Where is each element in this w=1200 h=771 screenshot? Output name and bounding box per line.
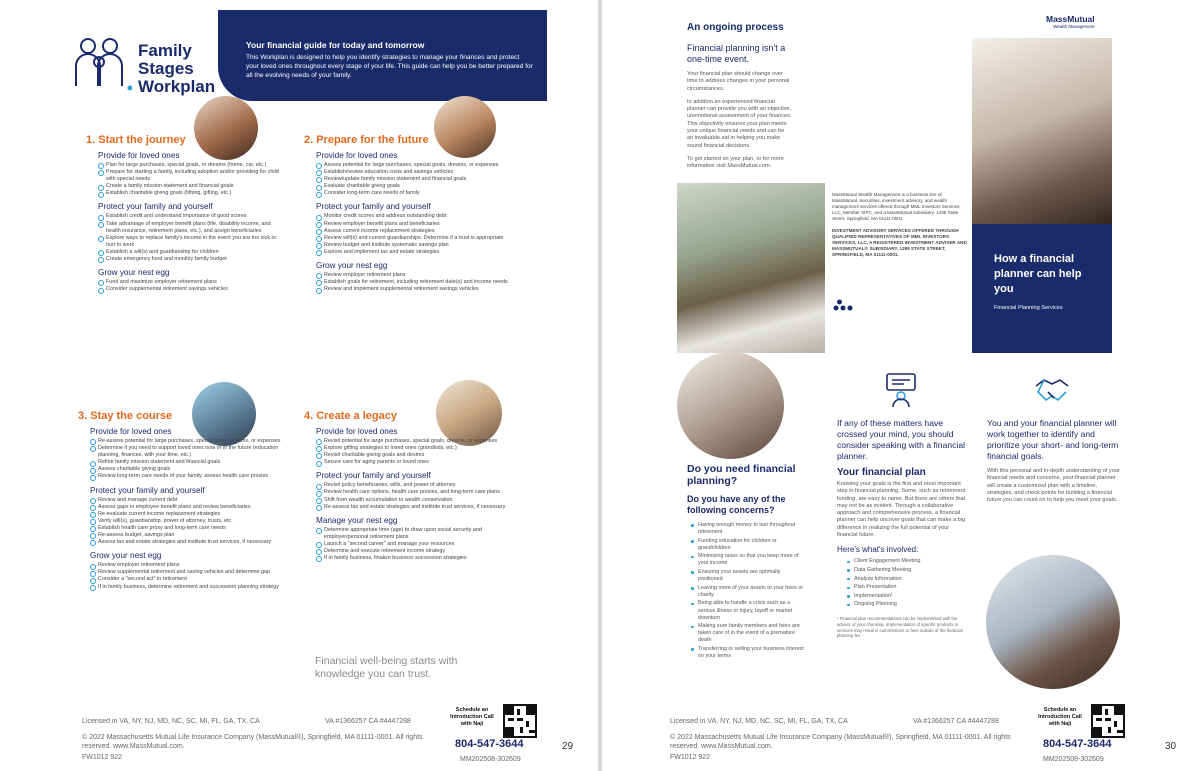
checklist-item[interactable]: Create emergency fund and monthly family budget [98,256,286,263]
checklist-item[interactable]: Explore and implement tax and estate strategies [316,249,514,256]
footer-copyright: © 2022 Massachusetts Mutual Life Insurance Company (MassMutual®), Springfield, MA 01111-0001. All rights reserved. www.MassMutual.com. [82,734,423,750]
checklist-item[interactable]: Refine family mission statement and financial goals [90,459,288,466]
section-title: 1. Start the journey [86,134,186,146]
group-title: Provide for loved ones [316,151,398,160]
checklist-item[interactable]: Revisit charitable giving goals and desires [316,452,516,459]
group-title: Protect your family and yourself [316,202,431,212]
brand-name: MassMutual [1046,14,1095,24]
together-heading: You and your financial planner will work together to identify and prioritize your short- and long-term financial goals. [987,418,1119,461]
left-page [0,0,598,771]
need-heading: Do you need financial planning? [687,463,796,487]
checklist-item[interactable]: Secure care for aging parents or loved ones [316,459,516,466]
checklist-item[interactable]: Assess tax and estate strategies and institute trust services, if necessary [90,539,288,546]
checklist-item[interactable]: Review health care options, health care proxies, and long-term care plans [316,489,516,496]
checklist-item[interactable]: Review long-term care needs of your family, assess health care proxies [90,473,288,480]
footer-form: FW1012 922 [82,754,123,761]
qr-code-icon[interactable] [503,704,537,738]
checklist-item[interactable]: Review budget and institute systematic savings plan [316,242,514,249]
schedule-call-label: Schedule an Introduction Call with Naji [450,707,494,727]
checklist-item[interactable]: Determine if you need to support loved ones now or in the future (education planning, finances, with your time, etc.) [90,445,288,459]
concern-item: Minimizing taxes so that you keep more of your income [691,553,805,567]
checklist [316,438,516,466]
ongoing-paragraph: Your financial plan should change over time to address changes in your personal circumstances. [687,71,790,92]
handshake-icon [1034,376,1072,404]
checklist-item[interactable]: Revisit policy beneficiaries, wills, and power of attorney [316,482,516,489]
section-title: 3. Stay the course [78,410,173,422]
footer-copyright: © 2022 Massachusetts Mutual Life Insurance Company (MassMutual®), Springfield, MA 01111-0001. All rights reserved. www.MassMutual.com. [670,734,1011,750]
checklist-item[interactable]: Review employer retirement plans [316,272,514,279]
checklist [316,213,514,256]
checklist-item[interactable]: Re-assess potential for large purchases, special goals, dreams, or expenses [90,438,288,445]
group-title: Protect your family and yourself [316,471,431,481]
tagline: Financial well-being starts with knowledge you can trust. [315,655,458,680]
footer-license-numbers: VA #1366257 CA #4447288 [913,718,999,725]
ongoing-subheading: Financial planning isn't a one-time event. [687,43,786,64]
checklist-item[interactable]: Take advantage of employer benefit plans (life, disability income, and health insurance, retirement plans, etc.), and assign beneficiaries [98,221,286,235]
matters-section [837,418,971,639]
involved-item: Plan Presentation [847,584,971,591]
checklist-item[interactable]: Establish a will(s) and guardianship for children [98,249,286,256]
footnote: ¹ Financial plan recommendations can be implemented with the advisor of your choosing. Implementation of specific products or services may result in commissions or fees outside of the financial planning fee. [837,616,963,639]
banner-body: This Workplan is designed to help you identify strategies to manage your finances and protect your loved ones throughout every stage of your life. This guide can help you be better prepared for all the evolving needs of your family. [246,54,533,79]
checklist-item[interactable]: Review will(s) and current guardianships. Determine if a trust is appropriate [316,235,514,242]
section-create-legacy [304,410,516,562]
checklist-item[interactable]: Establish goals for retirement, including retirement date(s) and income needs [316,279,514,286]
matters-heading: If any of these matters have crossed your mind, you should consider speaking with a financial planner. [837,418,966,461]
group-title: Provide for loved ones [90,427,172,436]
plan-title: Your financial plan [837,467,926,478]
footer-licensed: Licensed in VA, NY, NJ, MD, NC, SC, MI, FL, GA, TX, CA [670,718,848,725]
ongoing-paragraph: In addition an experienced financial planner can provide you with an objective, unemotional assessment of your finances. This objectivity ensures your plan meets your unique financial needs and can be an invaluable aid in helping you make sound financial decisions. [687,98,792,149]
family-boat-photo [677,183,825,353]
checklist-item[interactable]: Establish credit and understand importance of good scores [98,213,286,220]
group-title: Protect your family and yourself [90,485,205,495]
disclosure-text: MassMutual Wealth Management is a business line of MassMutual. Securities, investment advisory, and wealth management services offered through MML Investors Services, LLC, Member SIPC, and a MassMutual subsidiary. 1295 State Street, Springfield, MA 01111-0001. [832,192,961,221]
cover-title: How a financial planner can help you [994,253,1082,295]
checklist-item[interactable]: Establish/review education costs and savings vehicles [316,169,514,176]
massmutual-logo [1046,14,1095,29]
cover-photo [972,38,1112,224]
checklist-item[interactable]: Review employer retirement plans [90,562,288,569]
phone-number[interactable]: 804-547-3644 [1043,738,1112,750]
group-title: Protect your family and yourself [98,202,213,212]
brand-sub: Wealth Management [1053,24,1095,29]
concerns-list [687,522,805,660]
concern-item: Being able to handle a crisis such as a serious illness or injury, layoff or market downturn [691,600,805,621]
logo-line: Workplan [138,77,216,96]
checklist-item[interactable]: Revisit potential for large purchases, special goals, dreams, or expenses [316,438,516,445]
checklist-item[interactable]: Establish charitable giving goals (tithing, gifting, etc.) [98,190,286,197]
checklist [90,497,288,547]
concern-item: Funding education for children or grandchildren [691,538,805,552]
checklist-item[interactable]: If in family business, determine retirement and succession planning strategy [90,584,288,591]
group-title: Grow your nest egg [98,268,170,278]
checklist-item[interactable]: Establish health care proxy and long-term care needs [90,525,288,532]
ongoing-process [687,22,792,171]
cover-subtitle: Financial Planning Services [994,305,1063,311]
checklist-item[interactable]: Explore gifting strategies to loved ones (grandkids, etc.) [316,445,516,452]
together-body: With this personal and in-depth understanding of your financial needs and concerns, your financial planner will create a customized plan with a timeline, strategies, and check points for building a financial future you can count on to help you meet your goals. [987,468,1120,504]
checklist-item[interactable]: Monitor credit scores and address outstanding debt [316,213,514,220]
checklist-item[interactable]: Review and manage current debt [90,497,288,504]
checklist-item[interactable]: Prepare for starting a family, including adoption and/or providing for child with special needs [98,169,286,183]
qr-code-icon[interactable] [1091,704,1125,738]
banner-heading: Your financial guide for today and tomorrow [246,40,425,50]
section-prepare-future [304,134,514,293]
concern-item: Ensuring your assets are optimally positioned [691,569,805,583]
checklist-item[interactable]: Evaluate charitable giving goals [316,183,514,190]
phone-number[interactable]: 804-547-3644 [455,738,524,750]
page-number: 29 [562,741,574,752]
checklist-item[interactable]: Plan for large purchases, special goals, or dreams (home, car, etc.) [98,162,286,169]
checklist-item[interactable]: Review and implement supplemental retirement savings vehicles [316,286,514,293]
ongoing-paragraph: To get started on your plan, or for more information visit MassMutual.com. [687,155,784,170]
together-section [987,418,1122,504]
footer-form: FW1012 922 [670,754,711,761]
checklist-item[interactable]: Review/update family mission statement and financial goals [316,176,514,183]
group-title: Provide for loved ones [316,427,398,436]
checklist-item[interactable]: Assess charitable giving goals [90,466,288,473]
involved-item: Analyze Information [847,576,971,583]
page-number: 30 [1165,741,1177,752]
dots-logo-icon [832,298,854,312]
section-title: 2. Prepare for the future [304,134,429,146]
involved-item: Ongoing Planning [847,601,971,608]
section-stay-course [78,410,288,591]
checklist-item[interactable]: Shift from wealth accumulation to wealth conservation [316,497,516,504]
involved-item: Implementation¹ [847,593,971,600]
concern-item: Having enough money to last throughout retirement [691,522,805,536]
checklist [316,162,514,197]
checklist-item[interactable]: Consider supplemental retirement savings vehicles [98,286,286,293]
checklist [90,438,288,481]
footer-code: MM202508-302609 [460,756,521,763]
checklist-item[interactable]: Explore ways to replace family's income in the event you are too sick or hurt to work [98,235,286,249]
cover-panel [972,224,1112,353]
checklist-item[interactable]: Review supplemental retirement and saving vehicles and determine gap [90,569,288,576]
need-subheading: Do you have any of the following concerns? [687,494,786,515]
checklist-item[interactable]: Re-evaluate current income replacement strategies [90,511,288,518]
schedule-call-label: Schedule an Introduction Call with Naji [1038,707,1082,727]
mother-child-photo [677,352,784,459]
involved-item: Data Gathering Meeting [847,567,971,574]
checklist-item[interactable]: Create a family mission statement and financial goals [98,183,286,190]
checklist [316,272,514,293]
checklist [98,213,286,263]
involved-list [837,558,971,608]
group-title: Grow your nest egg [316,261,388,271]
checklist [98,162,286,197]
plan-body: Knowing your goals is the first and most important step in financial planning. Some, such as retirement funding, are easy to name. But there are others that may not be as evident. Through a collaborative approach and comprehensive process, a financial planner can help uncover goals that can make a big difference in realizing the full potential of your financial future. [837,481,966,539]
checklist-item[interactable]: Assess potential for large purchases, special goals, dreams, or expenses [316,162,514,169]
group-title: Grow your nest egg [90,551,162,561]
ongoing-heading: An ongoing process [687,22,784,33]
checklist [316,527,516,562]
checklist-item[interactable]: Verify will(s), guardianship, power of attorney, trusts, etc. [90,518,288,525]
checklist-item[interactable]: Determine and execute retirement income strategy [316,548,516,555]
logo-title [138,42,215,96]
disclosure-caps: INVESTMENT ADVISORY SERVICES OFFERED THROUGH QUALIFIED REPRESENTATIVES OF MML INVESTORS SERVICES, LLC, A REGISTERED INVESTMENT ADVISER AND MASSMUTUAL® SUBSIDIARY. 1295 STATE STREET, SPRINGFIELD, MA 01111-0001. [832,228,967,257]
involved-title: Here's what's involved: [837,545,919,555]
involved-item: Client Engagement Meeting [847,558,971,565]
concern-item: Leaving more of your assets to your heirs or charity [691,585,805,599]
checklist [98,279,286,293]
family-logo-icon [72,34,132,92]
intro-banner [218,10,547,101]
checklist-item[interactable]: Assess current income replacement strategies [316,228,514,235]
checklist-item[interactable]: Fund and maximize employer retirement plans [98,279,286,286]
concern-item: Transferring or selling your business interest on your terms [691,646,805,660]
checklist-item[interactable]: Re-assess budget, savings plan [90,532,288,539]
checklist [316,482,516,510]
checklist-item[interactable]: Launch a "second career" and manage your resources [316,541,516,548]
checklist-item[interactable]: Re-assess tax and estate strategies and institute trust services, if necessary [316,504,516,511]
checklist-item[interactable]: Determine appropriate time (age) to draw upon social security and employer/personal retirement plans [316,527,516,541]
concern-item: Making sure family members and heirs are taken care of in the event of a premature death [691,623,805,644]
need-planning [687,463,805,662]
checklist-item[interactable]: Review employer benefit plans and beneficiaries [316,221,514,228]
planner-photo [986,555,1120,689]
checklist [90,562,288,590]
checklist-item[interactable]: Assess gaps in employee benefit plans and review beneficiaries [90,504,288,511]
checklist-item[interactable]: Consider long-term care needs of family [316,190,514,197]
logo-line: Stages [138,59,194,78]
footer-licensed: Licensed in VA, NY, NJ, MD, NC, SC, MI, FL, GA, TX, CA [82,718,260,725]
group-title: Provide for loved ones [98,151,180,160]
right-page [602,0,1200,771]
footer-code: MM202508-302609 [1043,756,1104,763]
checklist-item[interactable]: Consider a "second act" in retirement [90,576,288,583]
footer-license-numbers: VA #1366257 CA #4447288 [325,718,411,725]
logo-line: Family [138,41,192,60]
disclosure [832,192,968,258]
section-start-journey [86,134,286,293]
checklist-item[interactable]: If in family business, finalize business succession strategies [316,555,516,562]
group-title: Manage your nest egg [316,515,398,525]
advisor-icon [884,372,918,408]
section-title: 4. Create a legacy [304,410,397,422]
